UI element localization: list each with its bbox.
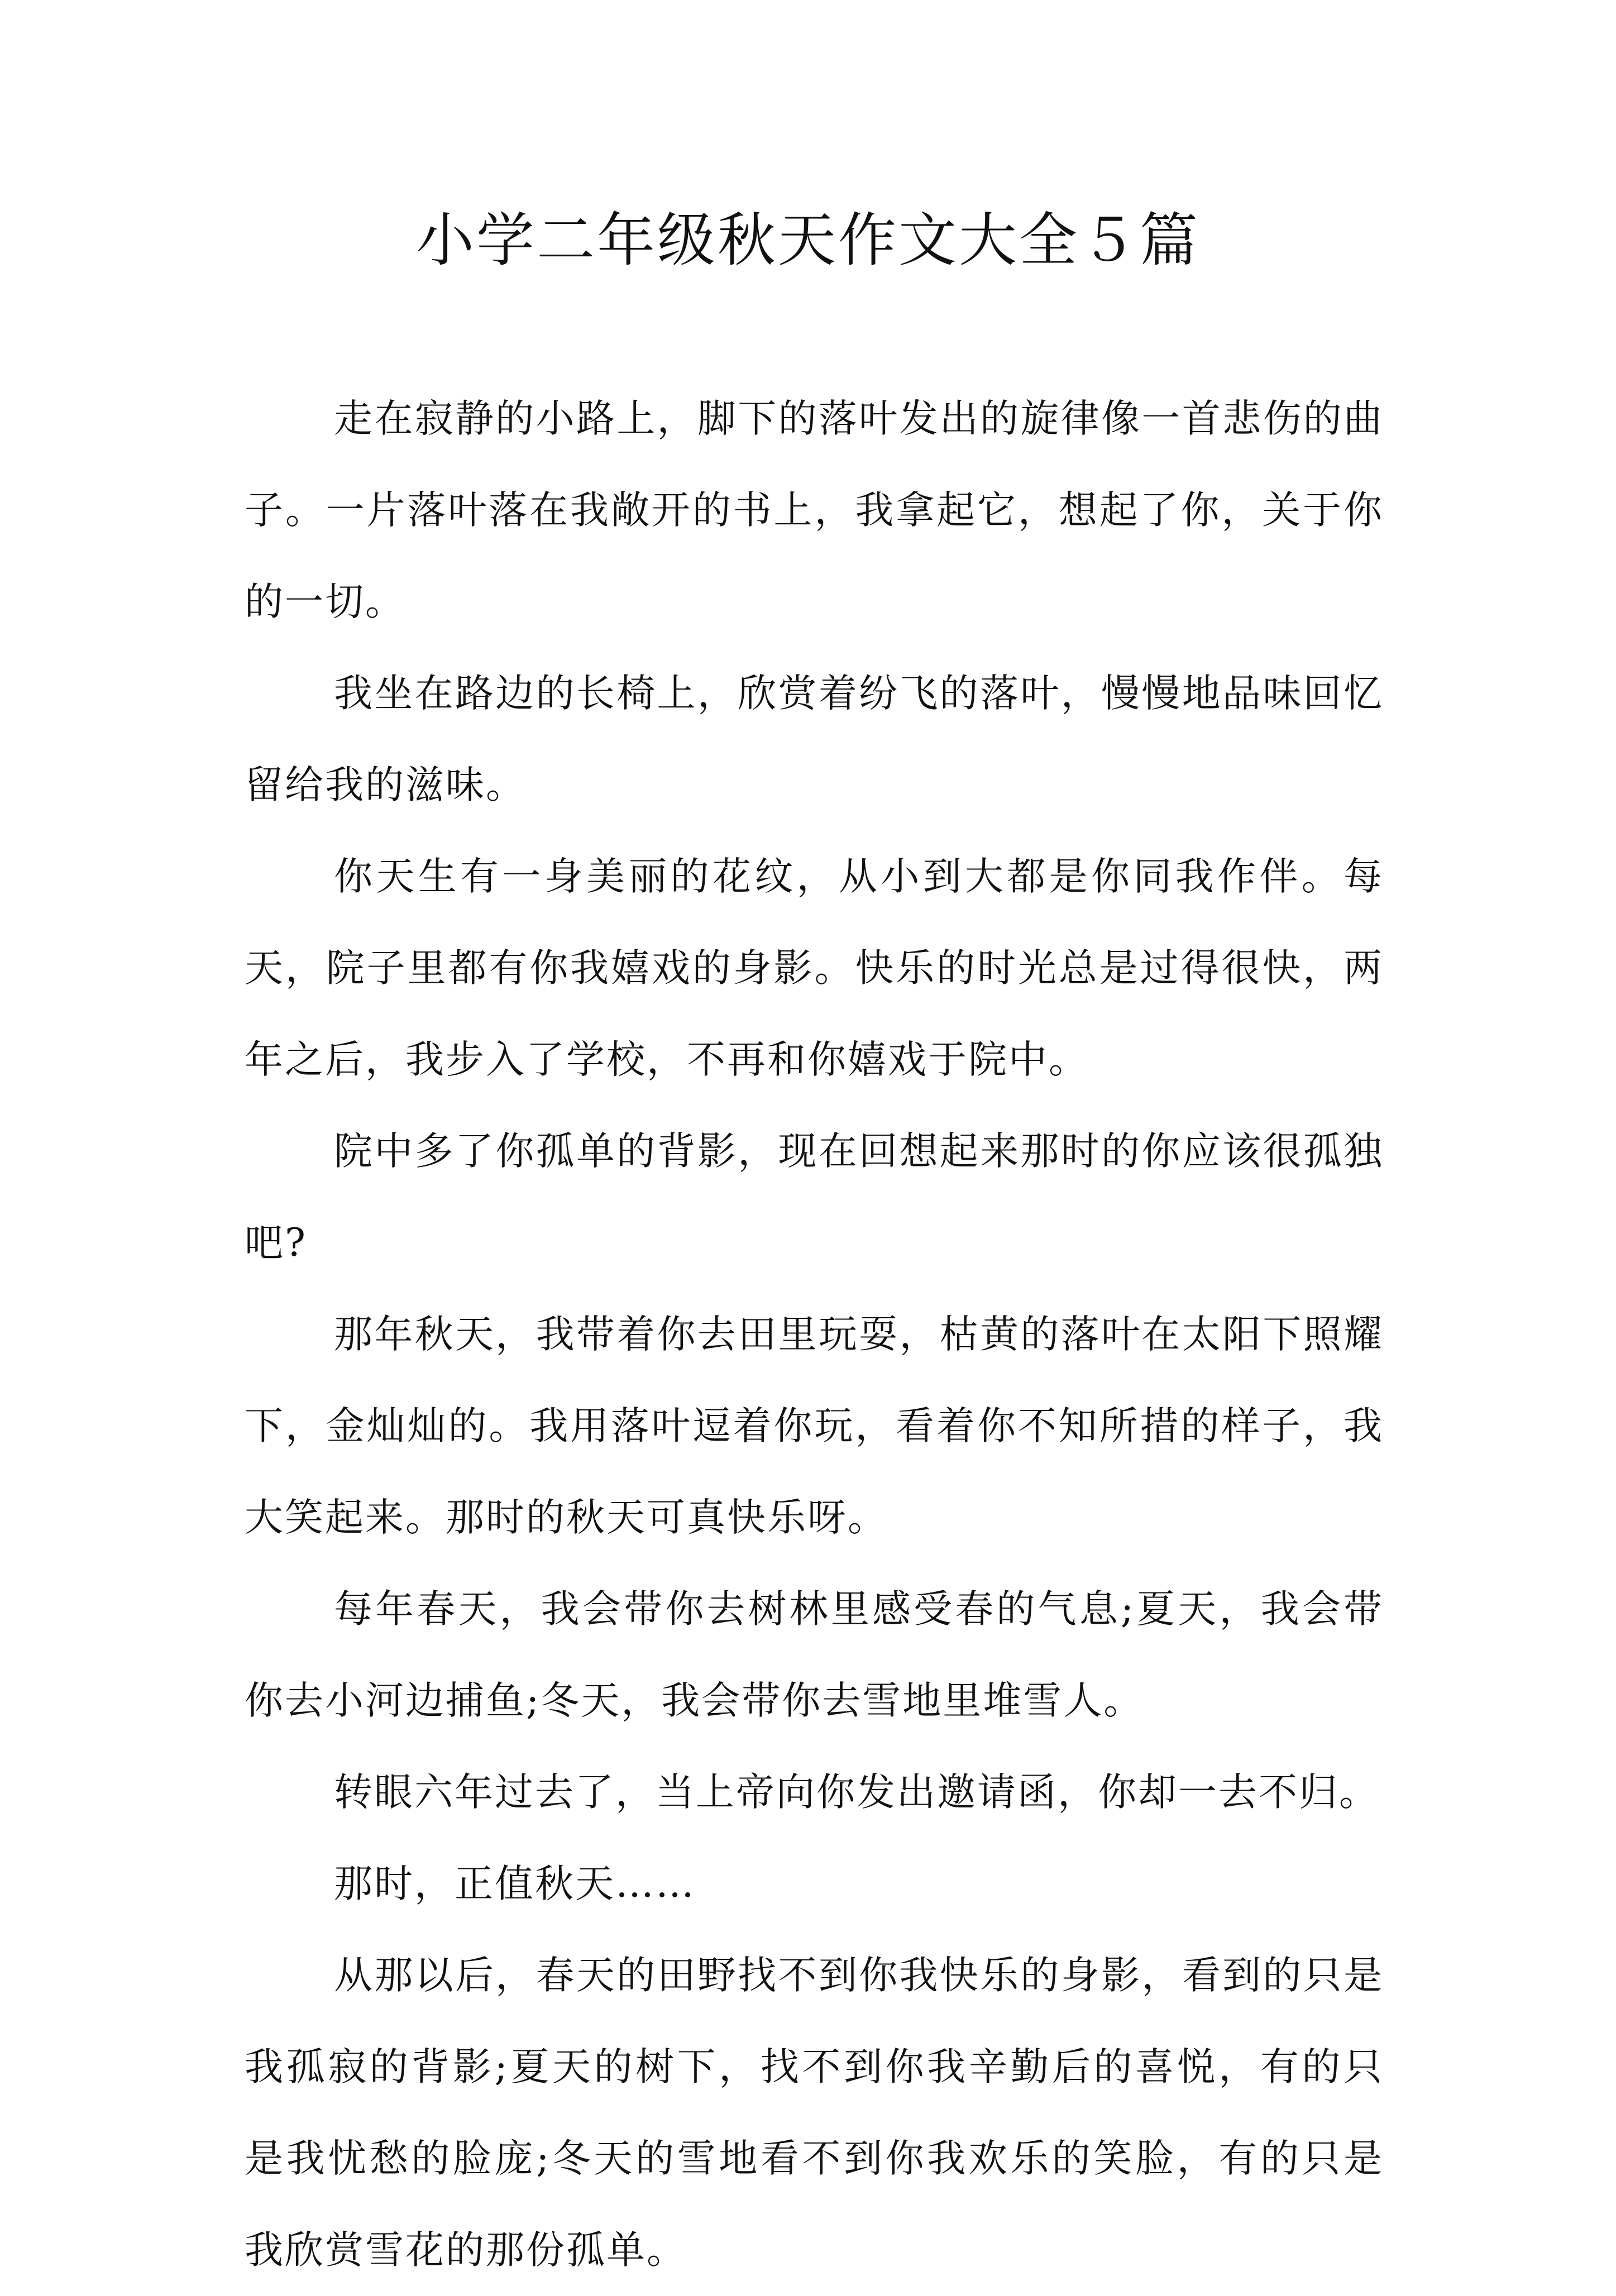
paragraph-8: 那时，正值秋天…… bbox=[334, 1862, 696, 1906]
paragraph-3: 你天生有一身美丽的花纹，从小到大都是你同我作伴。每天，院子里都有你我嬉戏的身影。快乐的时光总是过得很快，两年之后，我步入了学校，不再和你嬉戏于院中。 bbox=[245, 854, 1384, 1082]
paragraph-7: 转眼六年过去了，当上帝向你发出邀请函，你却一去不归。 bbox=[334, 1770, 1379, 1815]
document-body bbox=[245, 373, 1384, 2296]
paragraph-4: 院中多了你孤单的背影，现在回想起来那时的你应该很孤独吧? bbox=[245, 1129, 1384, 1265]
paragraph-9: 从那以后，春天的田野找不到你我快乐的身影，看到的只是我孤寂的背影;夏天的树下，找不到你我辛勤后的喜悦，有的只是我忧愁的脸庞;冬天的雪地看不到你我欢乐的笑脸，有的只是我欣赏雪花的那份孤单。 bbox=[245, 1953, 1384, 2273]
paragraph-6: 每年春天，我会带你去树林里感受春的气息;夏天，我会带你去小河边捕鱼;冬天，我会带你去雪地里堆雪人。 bbox=[245, 1587, 1384, 1723]
document-title: 小学二年级秋天作文大全５篇 bbox=[415, 206, 1200, 274]
paragraph-2: 我坐在路边的长椅上，欣赏着纷飞的落叶，慢慢地品味回忆留给我的滋味。 bbox=[245, 671, 1384, 807]
paragraph-5: 那年秋天，我带着你去田里玩耍，枯黄的落叶在太阳下照耀下，金灿灿的。我用落叶逗着你玩，看着你不知所措的样子，我大笑起来。那时的秋天可真快乐呀。 bbox=[245, 1312, 1384, 1540]
paragraph-1: 走在寂静的小路上，脚下的落叶发出的旋律像一首悲伤的曲子。一片落叶落在我敞开的书上，我拿起它，想起了你，关于你的一切。 bbox=[245, 396, 1384, 624]
